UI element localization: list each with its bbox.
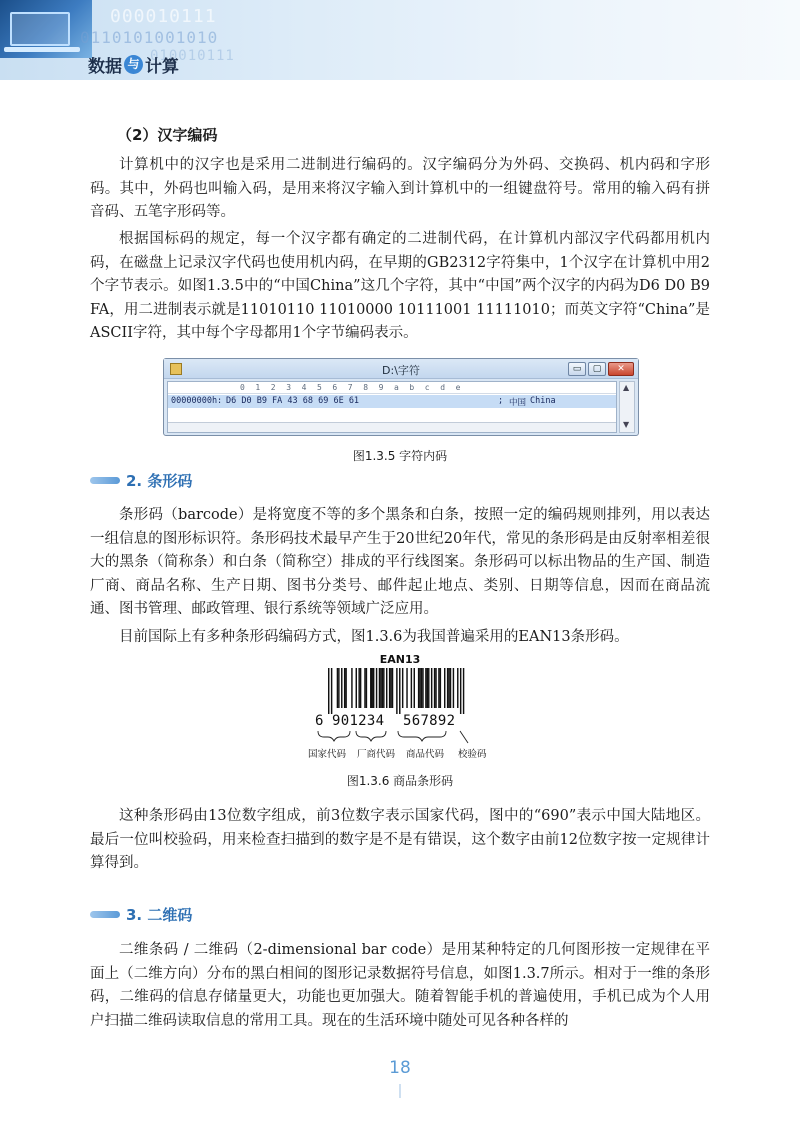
ruler-column-label: 5 xyxy=(317,383,322,392)
ruler-column-label: 6 xyxy=(332,383,338,392)
label-product-code: 商品代码 xyxy=(406,749,445,760)
label-maker-code: 厂商代码 xyxy=(357,749,396,760)
heading-bar-icon xyxy=(90,911,120,918)
ruler-column-label: 3 xyxy=(286,383,292,392)
barcode-bar xyxy=(419,668,420,708)
ruler-column-label: 9 xyxy=(378,383,384,392)
figure-caption-1-3-6: 图1.3.6 商品条形码 xyxy=(346,774,454,788)
barcode-bar xyxy=(380,668,381,708)
barcode-bars xyxy=(328,668,464,714)
label-country-code: 国家代码 xyxy=(308,749,347,760)
close-button[interactable]: ✕ xyxy=(608,362,634,376)
barcode-left-digits: 901234 xyxy=(332,713,385,729)
barcode-bar xyxy=(402,668,403,708)
column-ruler xyxy=(168,382,616,394)
barcode-bar xyxy=(345,668,346,708)
barcode-bar xyxy=(431,668,432,708)
barcode-bar xyxy=(453,668,454,708)
barcode-bar xyxy=(370,668,371,708)
barcode-bar xyxy=(382,668,383,708)
barcode-bar xyxy=(356,668,357,708)
barcode-bar xyxy=(337,668,338,708)
book-title: 数据 与 计算 xyxy=(88,57,179,77)
book-logo xyxy=(0,0,92,58)
ean13-barcode-figure xyxy=(300,652,500,764)
barcode-bar xyxy=(372,668,373,708)
barcode-bar xyxy=(386,668,387,708)
section-title-qrcode: 3. 二维码 xyxy=(90,904,192,925)
window-titlebar xyxy=(164,359,638,379)
hex-row[interactable] xyxy=(168,395,616,408)
ruler-column-label: 8 xyxy=(363,383,369,392)
barcode-bar xyxy=(373,668,374,708)
ruler-column-label: 1 xyxy=(255,383,261,392)
barcode-type-label: EAN13 xyxy=(379,653,421,666)
barcode-bar xyxy=(422,668,423,708)
hex-view xyxy=(167,381,617,433)
binary-decor-3: 010010111 xyxy=(150,48,235,64)
hex-bytes: D6 D0 B9 FA 43 68 69 6E 61 xyxy=(226,396,360,406)
barcode-bar xyxy=(364,668,365,708)
barcode-bar xyxy=(331,668,332,714)
window-title: D:\字符 xyxy=(382,364,420,377)
barcode-bar xyxy=(366,668,367,708)
paragraph-qrcode-1: 二维条码 / 二维码（2-dimensional bar code）是用某种特定的几何图形按一定规律在平面上（二维方向）分布的黑白相间的图形记录数据符号信息，如图1.3.7所示。相对于一维的条形码，二维码的信息存储量更大，功能也更加强大。随着智能手机的普遍使用，手机已成为个人用户扫描二维码读取信息的常用工具。现在的生活环境中随处可见各种各样的 xyxy=(90,942,710,1029)
minimize-button[interactable]: ▭ xyxy=(568,362,586,376)
scroll-down-icon[interactable]: ▼ xyxy=(623,420,630,429)
barcode-bar xyxy=(338,668,339,708)
barcode-first-digit: 6 xyxy=(315,713,324,729)
page-number-tick xyxy=(399,1084,401,1098)
barcode-bar xyxy=(428,668,429,708)
ruler-column-label: b xyxy=(409,383,415,392)
brace-country xyxy=(318,731,350,741)
barcode-bar xyxy=(351,668,352,708)
barcode-bar xyxy=(457,668,458,708)
barcode-bar xyxy=(460,668,461,714)
barcode-bar xyxy=(418,668,419,708)
title-amp-badge: 与 xyxy=(124,55,143,74)
ruler-column-label: 7 xyxy=(347,383,353,392)
barcode-bar xyxy=(389,668,390,708)
barcode-bar xyxy=(414,668,415,708)
barcode-bar xyxy=(376,668,377,708)
paragraph-hanzi-2: 根据国标码的规定，每一个汉字都有确定的二进制代码，在计算机内部汉字代码都用机内码，在磁盘上记录汉字代码也使用机内码，在早期的GB2312字符集中，1个汉字在计算机中用2个字节表示。如图1.3.5中的“中国China”这几个字符，其中“中国”两个汉字的内码为D6 D0 B9 FA，用二进制表示就是11010110 11010000 10111001 11111010；而英文字符“China”是ASCII字符，其中每个字母都用1个字节编码表示。 xyxy=(90,231,710,341)
check-digit-pointer xyxy=(460,731,468,743)
heading-bar-icon xyxy=(90,477,120,484)
barcode-bar xyxy=(358,668,359,708)
barcode-bar xyxy=(447,668,448,708)
ruler-column-label: 2 xyxy=(270,383,276,392)
page-number: 18 xyxy=(389,1058,411,1078)
barcode-bar xyxy=(421,668,422,708)
barcode-bar xyxy=(435,668,436,708)
binary-decor-2: 0110101001010 xyxy=(80,28,219,47)
ruler-column-label: c xyxy=(424,383,430,392)
text-chinese: 中国 xyxy=(509,398,527,408)
barcode-bar xyxy=(344,668,345,708)
paragraph-barcode-2: 目前国际上有多种条形码编码方式，图1.3.6为我国普遍采用的EAN13条形码。 xyxy=(119,629,629,645)
scroll-up-icon[interactable]: ▲ xyxy=(623,383,630,392)
barcode-bar xyxy=(411,668,412,708)
ruler-column-label: e xyxy=(455,383,461,392)
section-title-hanzi: （2）汉字编码 xyxy=(117,126,218,144)
hex-editor-window xyxy=(163,358,639,436)
barcode-bar xyxy=(360,668,361,708)
ruler-column-label: d xyxy=(440,383,446,392)
barcode-bar xyxy=(390,668,391,708)
ruler-column-label: 4 xyxy=(301,383,307,392)
barcode-bar xyxy=(396,668,397,714)
barcode-bar xyxy=(406,668,407,708)
text-separator: ; xyxy=(498,396,504,406)
barcode-bar xyxy=(440,668,441,708)
row-offset: 00000000h: xyxy=(171,396,223,406)
figure-caption-1-3-5: 图1.3.5 字符内码 xyxy=(352,449,448,463)
label-check-digit: 校验码 xyxy=(458,749,487,760)
text-english: China xyxy=(530,396,556,406)
brace-maker xyxy=(356,731,386,741)
barcode-bar xyxy=(383,668,384,708)
ruler-column-label: 0 xyxy=(240,383,245,392)
barcode-bar xyxy=(427,668,428,708)
barcode-bar xyxy=(341,668,342,708)
ruler-column-label: a xyxy=(394,383,399,392)
barcode-bar xyxy=(392,668,393,708)
barcode-bar xyxy=(448,668,449,708)
barcode-bar xyxy=(379,668,380,708)
barcode-right-digits: 567892 xyxy=(403,713,456,729)
paragraph-barcode-1: 条形码（barcode）是将宽度不等的多个黑条和白条，按照一定的编码规则排列，用以表达一组信息的图形标识符。条形码技术最早产生于20世纪20年代，常见的条形码是由反射率相差很大的黑条（简称条）和白条（简称空）排成的平行线图案。条形码可以标出物品的生产国、制造厂商、商品名称、生产日期、图书分类号、邮件起止地点、类别、日期等信息，因而在商品流通、图书管理、邮政管理、银行系统等领域广泛应用。 xyxy=(90,507,710,617)
barcode-bar xyxy=(450,668,451,708)
section-title-barcode: 2. 条形码 xyxy=(90,470,192,491)
barcode-bar xyxy=(463,668,464,714)
barcode-bar xyxy=(438,668,439,708)
paragraph-barcode-3: 这种条形码由13位数字组成，前3位数字表示国家代码，图中的“690”表示中国大陆地区。最后一位叫校验码，用来检查扫描到的数字是不是有错误，这个数字由前12位数字按一定规律计算得到。 xyxy=(90,808,710,871)
brace-product xyxy=(398,731,446,741)
maximize-button[interactable]: ▢ xyxy=(588,362,606,376)
paragraph-hanzi-1: 计算机中的汉字也是采用二进制进行编码的。汉字编码分为外码、交换码、机内码和字形码。其中，外码也叫输入码，是用来将汉字输入到计算机中的一组键盘符号。常用的输入码有拼音码、五笔字形码等。 xyxy=(90,157,710,220)
barcode-bar xyxy=(425,668,426,708)
vertical-scrollbar[interactable] xyxy=(619,381,635,433)
barcode-bar xyxy=(444,668,445,708)
barcode-bar xyxy=(399,668,400,714)
barcode-bar xyxy=(434,668,435,708)
binary-decor-1: 000010111 xyxy=(110,6,217,27)
laptop-icon xyxy=(10,12,70,46)
barcode-bar xyxy=(328,668,329,714)
horizontal-scrollbar[interactable] xyxy=(168,422,616,432)
